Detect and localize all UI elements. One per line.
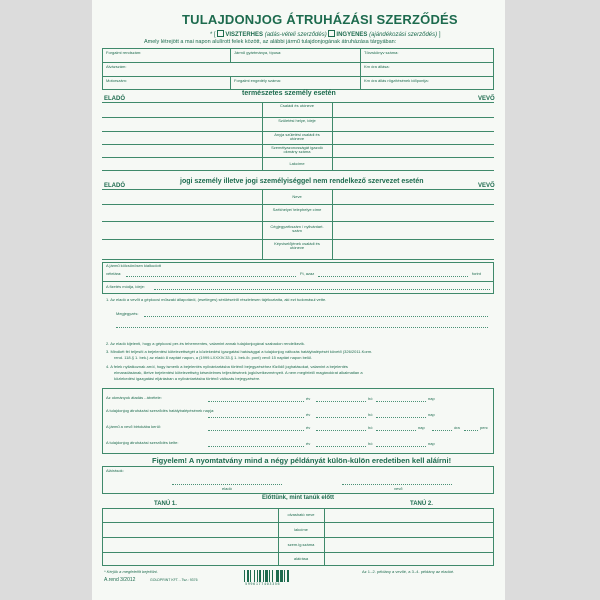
signatures-label: Aláírások:: [106, 468, 124, 473]
barcode-bar: [269, 570, 270, 582]
viszterhes-checkbox[interactable]: [217, 30, 224, 37]
viszterhes-label: VISZTERHES: [225, 32, 264, 38]
date-1-nap: nap: [428, 396, 435, 401]
remarks-label: Megjegyzés:: [116, 311, 139, 316]
legal-row-seat: Székhelye/ telephelye címe: [272, 207, 322, 212]
field-chassis-number[interactable]: Alvázszám:: [106, 64, 127, 69]
form-title: TULAJDONJOG ÁTRUHÁZÁSI SZERZŐDÉS: [182, 12, 458, 27]
ingyenes-checkbox[interactable]: [328, 30, 335, 37]
barcode-bar: [280, 570, 283, 582]
barcode-bar: [250, 570, 251, 582]
date-1-ho: hó: [368, 396, 373, 401]
type-suffix: ]: [438, 32, 441, 38]
legal-row-name: Neve: [292, 194, 302, 199]
clause-3-line-1: 3. Mindkét fél teljesíti a bejelentési kötelezettségét a közlekedési igazgatási hatósággal a tulajdonjog változás hatálybalépését követő (326/2011.Korm.: [106, 349, 373, 354]
natural-row-address: Lakcíme: [289, 161, 305, 166]
legal-buyer-label: VEVŐ: [478, 183, 495, 189]
natural-row-mother: Anyja születési családi és utóneve: [274, 132, 320, 141]
date-effective-l1: A tulajdonjog átruházási szerződés hatálybalépésének napja:: [106, 408, 215, 413]
payment-label: A fizetés módja, ideje:: [106, 284, 145, 289]
seller-signature-field[interactable]: [172, 484, 282, 485]
witness-1-label: TANÚ 1.: [154, 501, 177, 507]
date-1-month[interactable]: [316, 401, 366, 402]
price-label: vételára:: [106, 271, 122, 276]
witness-row-signature: aláírása: [293, 556, 309, 561]
clause-4-line-3: közlekedési igazgatási eljárásban a nyilvántartásba történő változás bejegyzésére.: [114, 376, 261, 381]
natural-person-heading: természetes személy esetén: [242, 90, 336, 97]
barcode-bar: [247, 570, 249, 582]
field-odometer-date[interactable]: Km óra állás rögzítésének időpontja:: [364, 78, 429, 83]
buyer-signature-field[interactable]: [342, 484, 452, 485]
natural-buyer-label: VEVŐ: [478, 96, 495, 102]
payment-field[interactable]: [154, 289, 490, 290]
printer-info: GOLDPRINT KFT. - Tsz.: 9376: [150, 578, 198, 582]
warning-text: Figyelem! A nyomtatvány mind a négy példányát külön-külön eredetiben kell aláírni!: [152, 456, 452, 465]
date-2-year[interactable]: [208, 417, 304, 418]
witness-row-address: lakcíme: [294, 527, 308, 532]
legal-row-regnum: Cégjegyzékszám / nyilvántart. szám: [270, 224, 324, 233]
barcode-bar: [287, 570, 288, 582]
date-2-ev: év: [306, 412, 311, 417]
date-2-ho: hó: [368, 412, 373, 417]
barcode-bars: [244, 570, 306, 582]
witnesses-heading: Előttünk, mint tanúk előtt: [262, 495, 334, 501]
footer-note: * Kérjük a megfelelőt bejelölni.: [104, 569, 158, 574]
witness-row-name: olvasható neve: [287, 512, 315, 517]
date-3-ora: óra: [454, 425, 460, 430]
type-prefix: * [: [210, 32, 216, 38]
form-code: A.rend 3/2012: [104, 577, 136, 583]
barcode-bar: [284, 570, 285, 582]
field-registration-book[interactable]: Törzskönyv száma:: [364, 50, 399, 55]
natural-row-name: Családi és utóneve: [279, 103, 315, 108]
legal-row-rep: Képviselőjének családi és utóneve: [274, 241, 320, 250]
barcode-bar: [263, 570, 264, 582]
price-words-field[interactable]: [318, 276, 468, 277]
date-1-year[interactable]: [208, 401, 304, 402]
barcode-bar: [265, 570, 268, 582]
date-4-ho: hó: [368, 441, 373, 446]
barcode-bar: [277, 570, 279, 582]
legal-entity-heading: jogi személy illetve jogi személyiséggel nem rendelkező szervezet esetén: [180, 178, 424, 185]
price-forint: forint: [472, 271, 481, 276]
buyer-signature-caption: vevő: [394, 486, 403, 491]
date-2-day[interactable]: [376, 417, 426, 418]
barcode: [244, 570, 306, 587]
field-make-type[interactable]: Jármű gyártmánya, típusa:: [234, 50, 282, 55]
date-possession: A jármű a vevő birtokába kerül:: [106, 424, 161, 429]
barcode-bar: [257, 570, 258, 582]
date-3-month[interactable]: [316, 430, 366, 431]
signatures-box: [102, 466, 494, 494]
ingyenes-note: (ajándékozási szerződés): [369, 32, 438, 38]
barcode-bar: [244, 570, 245, 582]
remarks-field-1[interactable]: [144, 316, 488, 317]
barcode-digits: 5996177403356: [245, 582, 281, 586]
ingyenes-label: INGYENES: [336, 32, 368, 38]
viszterhes-note: (adás-vételi szerződés): [264, 32, 327, 38]
field-odometer[interactable]: Km óra állása:: [364, 64, 390, 69]
barcode-bar: [254, 570, 255, 582]
natural-row-birth: Születési helye, ideje: [278, 118, 316, 123]
date-documents-handover: Az okmányok átadás - átvétele:: [106, 395, 162, 400]
date-4-day[interactable]: [376, 446, 426, 447]
witness-row-id: szem.ig.száma: [287, 542, 315, 547]
date-1-day[interactable]: [376, 401, 426, 402]
date-1-ev: év: [306, 396, 311, 401]
date-contract: A tulajdonjog átruházási szerződés kelte:: [106, 440, 179, 445]
natural-seller-label: ELADÓ: [104, 96, 125, 102]
legal-seller-label: ELADÓ: [104, 183, 125, 189]
field-plate-number[interactable]: Forgalmi rendszám:: [106, 50, 142, 55]
date-3-nap: nap: [418, 425, 425, 430]
copies-note: Az 1.-2. példány a vevőé, a 3.-4. példány az eladóé.: [362, 569, 455, 574]
contract-type-line: [210, 30, 440, 38]
date-3-ev: év: [306, 425, 311, 430]
field-engine-number[interactable]: Motorszám:: [106, 78, 127, 83]
date-3-day[interactable]: [376, 430, 416, 431]
date-2-month[interactable]: [316, 417, 366, 418]
clause-3-line-2: rend. 118.§ 1. bek.) az eladó 8 naptári napon, a (1999.LXXXIV.33.§ 1. bek./b. pont) vevő 15 naptári napon belül.: [114, 355, 313, 360]
date-4-year[interactable]: [208, 446, 304, 447]
clause-2: 2. Az eladó kijelenti, hogy a gépkocsi per-és tehermentes, valamint annak tulajdonjogával szabadon rendelkezik.: [106, 341, 306, 346]
seller-signature-caption: eladó: [222, 486, 232, 491]
clause-1: 1. Az eladó a vevőt a gépkocsi műszaki állapotáról, (esetleges) sérüléseiről részletesen tájékoztatta, aki ezt tudomásul vette.: [106, 297, 327, 302]
date-2-nap: nap: [428, 412, 435, 417]
intro-text: Amely létrejött a mai napon alulírott felek között, az alábbi jármű tulajdonjogának átruházása tárgyában:: [144, 39, 397, 45]
clause-4-line-2: elmaradásának, illetve bejelentési kötelezettség késedelmes teljesítésének jogkövetkezményeit. A nem megfelelő magánokirat alkalmatlan a: [114, 370, 363, 375]
barcode-bar: [259, 570, 261, 582]
price-intro: A jármű kölcsönösen kialkudott: [106, 263, 161, 268]
price-ft: Ft, azaz: [300, 271, 315, 276]
date-3-year[interactable]: [208, 430, 304, 431]
natural-row-id: Személyazonosságát igazoló okmány száma: [271, 145, 323, 154]
witness-2-label: TANÚ 2.: [410, 501, 433, 507]
date-3-ho: hó: [368, 425, 373, 430]
barcode-bar: [272, 570, 273, 582]
form-page: [92, 0, 505, 600]
date-4-ev: év: [306, 441, 311, 446]
clause-4-line-1: 4. A felek nyilatkoznak arról, hogy ismerik a bejelentés nyilvántartásba történő bejegyzéséhez fűződő joghatásokat, valamint a bejelentés: [106, 364, 348, 369]
date-3-perc: perc: [480, 425, 488, 430]
date-3-hour[interactable]: [432, 430, 452, 431]
vehicle-data-box: [102, 48, 494, 90]
price-amount-field[interactable]: [126, 276, 296, 277]
date-4-month[interactable]: [316, 446, 366, 447]
date-3-minute[interactable]: [464, 430, 478, 431]
field-license-number[interactable]: Forgalmi engedély száma:: [234, 78, 281, 83]
date-4-nap: nap: [428, 441, 435, 446]
remarks-field-2[interactable]: [116, 327, 488, 328]
